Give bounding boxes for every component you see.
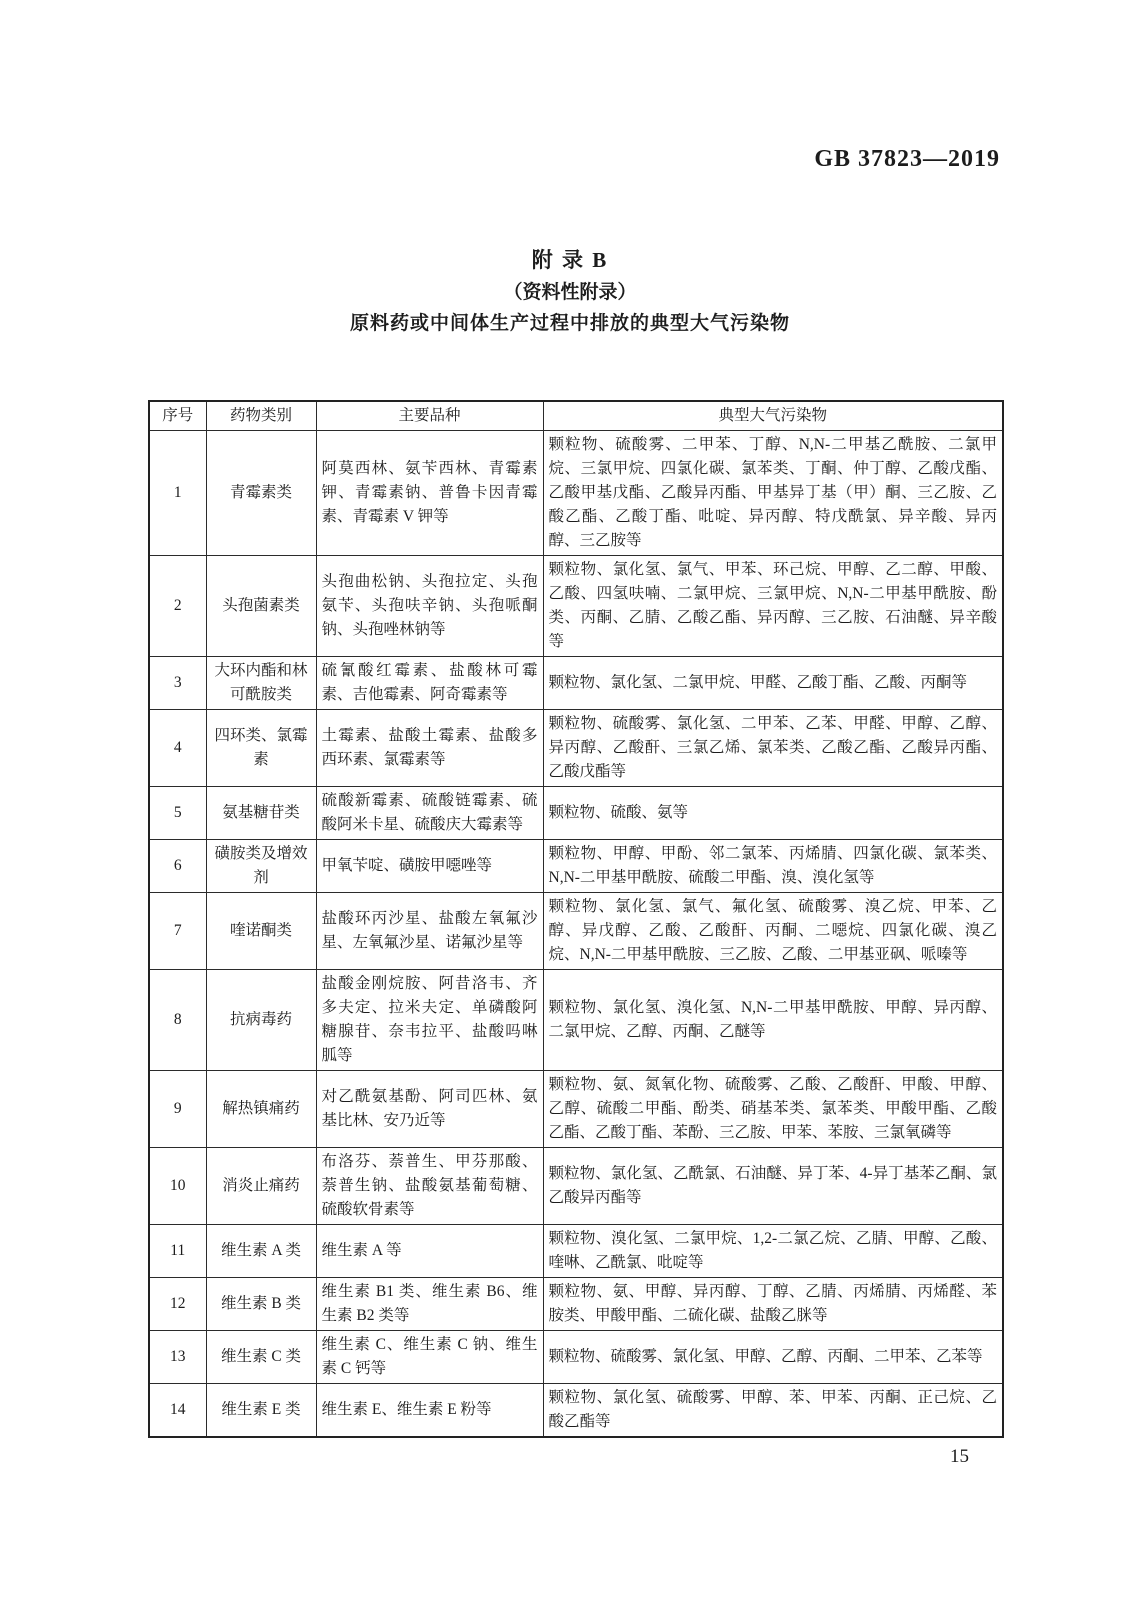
drug-category-cell: 喹诺酮类 (206, 893, 316, 970)
appendix-title: 附 录 B (531, 248, 609, 272)
serial-number-cell: 11 (149, 1225, 206, 1278)
main-varieties-cell: 甲氧苄啶、磺胺甲噁唑等 (316, 840, 543, 893)
serial-number-cell: 1 (149, 431, 206, 556)
pollutants-cell: 颗粒物、甲醇、甲酚、邻二氯苯、丙烯腈、四氯化碳、氯苯类、N,N-二甲基甲酰胺、硫酸二甲酯、溴、溴化氢等 (543, 840, 1003, 893)
pollutants-cell: 颗粒物、氯化氢、氯气、氟化氢、硫酸雾、溴乙烷、甲苯、乙醇、异戊醇、乙酸、乙酸酐、丙酮、二噁烷、四氯化碳、溴乙烷、N,N-二甲基甲酰胺、三乙胺、乙酸、二甲基亚砜、哌嗪等 (543, 893, 1003, 970)
pollutants-table (148, 400, 1004, 1438)
table-row (149, 556, 1003, 657)
pollutants-cell: 颗粒物、氯化氢、硫酸雾、甲醇、苯、甲苯、丙酮、正己烷、乙酸乙酯等 (543, 1384, 1003, 1438)
serial-number-cell: 3 (149, 657, 206, 710)
main-varieties-cell: 盐酸环丙沙星、盐酸左氧氟沙星、左氧氟沙星、诺氟沙星等 (316, 893, 543, 970)
table-row (149, 657, 1003, 710)
drug-category-cell: 青霉素类 (206, 431, 316, 556)
main-varieties-cell: 维生素 A 等 (316, 1225, 543, 1278)
table-row (149, 787, 1003, 840)
table-row (149, 1384, 1003, 1438)
appendix-subtitle: （资料性附录） (503, 282, 637, 303)
drug-category-cell: 解热镇痛药 (206, 1071, 316, 1148)
pollutants-cell: 颗粒物、硫酸雾、氯化氢、甲醇、乙醇、丙酮、二甲苯、乙苯等 (543, 1331, 1003, 1384)
drug-category-cell: 氨基糖苷类 (206, 787, 316, 840)
drug-category-cell: 消炎止痛药 (206, 1148, 316, 1225)
pollutants-cell: 颗粒物、氯化氢、乙酰氯、石油醚、异丁苯、4-异丁基苯乙酮、氯乙酸异丙酯等 (543, 1148, 1003, 1225)
pollutants-cell: 颗粒物、溴化氢、二氯甲烷、1,2-二氯乙烷、乙腈、甲醇、乙酸、喹啉、乙酰氯、吡啶等 (543, 1225, 1003, 1278)
table-row (149, 431, 1003, 556)
table-row (149, 1278, 1003, 1331)
table-row (149, 1225, 1003, 1278)
serial-number-cell: 2 (149, 556, 206, 657)
table-row (149, 1148, 1003, 1225)
drug-category-cell: 维生素 E 类 (206, 1384, 316, 1438)
serial-number-cell: 7 (149, 893, 206, 970)
table-row (149, 1071, 1003, 1148)
column-header-category: 药物类别 (206, 401, 316, 431)
standard-number: GB 37823—2019 (814, 146, 1000, 172)
column-header-serial: 序号 (149, 401, 206, 431)
serial-number-cell: 10 (149, 1148, 206, 1225)
serial-number-cell: 13 (149, 1331, 206, 1384)
main-varieties-cell: 盐酸金刚烷胺、阿昔洛韦、齐多夫定、拉米夫定、单磷酸阿糖腺苷、奈韦拉平、盐酸吗啉胍等 (316, 970, 543, 1071)
pollutants-cell: 颗粒物、氯化氢、溴化氢、N,N-二甲基甲酰胺、甲醇、异丙醇、二氯甲烷、乙醇、丙酮、乙醚等 (543, 970, 1003, 1071)
serial-number-cell: 14 (149, 1384, 206, 1438)
main-varieties-cell: 对乙酰氨基酚、阿司匹林、氨基比林、安乃近等 (316, 1071, 543, 1148)
serial-number-cell: 12 (149, 1278, 206, 1331)
serial-number-cell: 5 (149, 787, 206, 840)
table-row (149, 710, 1003, 787)
drug-category-cell: 头孢菌素类 (206, 556, 316, 657)
drug-category-cell: 维生素 C 类 (206, 1331, 316, 1384)
table-row (149, 840, 1003, 893)
pollutants-cell: 颗粒物、氨、甲醇、异丙醇、丁醇、乙腈、丙烯腈、丙烯醛、苯胺类、甲酸甲酯、二硫化碳、盐酸乙脒等 (543, 1278, 1003, 1331)
main-varieties-cell: 阿莫西林、氨苄西林、青霉素钾、青霉素钠、普鲁卡因青霉素、青霉素 V 钾等 (316, 431, 543, 556)
column-header-pollutants: 典型大气污染物 (543, 401, 1003, 431)
table-row (149, 1331, 1003, 1384)
drug-category-cell: 磺胺类及增效剂 (206, 840, 316, 893)
main-varieties-cell: 头孢曲松钠、头孢拉定、头孢氨苄、头孢呋辛钠、头孢哌酮钠、头孢唑林钠等 (316, 556, 543, 657)
main-varieties-cell: 维生素 B1 类、维生素 B6、维生素 B2 类等 (316, 1278, 543, 1331)
pollutants-cell: 颗粒物、硫酸雾、氯化氢、二甲苯、乙苯、甲醛、甲醇、乙醇、异丙醇、乙酸酐、三氯乙烯、氯苯类、乙酸乙酯、乙酸异丙酯、乙酸戊酯等 (543, 710, 1003, 787)
main-varieties-cell: 维生素 E、维生素 E 粉等 (316, 1384, 543, 1438)
pollutants-cell: 颗粒物、氯化氢、二氯甲烷、甲醛、乙酸丁酯、乙酸、丙酮等 (543, 657, 1003, 710)
drug-category-cell: 四环类、氯霉素 (206, 710, 316, 787)
page-number: 15 (950, 1446, 969, 1467)
table-header-row (149, 401, 1003, 431)
serial-number-cell: 4 (149, 710, 206, 787)
serial-number-cell: 8 (149, 970, 206, 1071)
main-varieties-cell: 硫氰酸红霉素、盐酸林可霉素、吉他霉素、阿奇霉素等 (316, 657, 543, 710)
table-row (149, 893, 1003, 970)
main-varieties-cell: 布洛芬、萘普生、甲芬那酸、萘普生钠、盐酸氨基葡萄糖、硫酸软骨素等 (316, 1148, 543, 1225)
drug-category-cell: 大环内酯和林可酰胺类 (206, 657, 316, 710)
table-row (149, 970, 1003, 1071)
drug-category-cell: 抗病毒药 (206, 970, 316, 1071)
pollutants-cell: 颗粒物、硫酸、氨等 (543, 787, 1003, 840)
pollutants-cell: 颗粒物、氯化氢、氯气、甲苯、环己烷、甲醇、乙二醇、甲酸、乙酸、四氢呋喃、二氯甲烷、三氯甲烷、N,N-二甲基甲酰胺、酚类、丙酮、乙腈、乙酸乙酯、异丙醇、三乙胺、石油醚、异辛酸等 (543, 556, 1003, 657)
main-varieties-cell: 硫酸新霉素、硫酸链霉素、硫酸阿米卡星、硫酸庆大霉素等 (316, 787, 543, 840)
serial-number-cell: 9 (149, 1071, 206, 1148)
drug-category-cell: 维生素 A 类 (206, 1225, 316, 1278)
main-varieties-cell: 维生素 C、维生素 C 钠、维生素 C 钙等 (316, 1331, 543, 1384)
serial-number-cell: 6 (149, 840, 206, 893)
pollutants-cell: 颗粒物、硫酸雾、二甲苯、丁醇、N,N-二甲基乙酰胺、二氯甲烷、三氯甲烷、四氯化碳、氯苯类、丁酮、仲丁醇、乙酸戊酯、乙酸甲基戊酯、乙酸异丙酯、甲基异丁基（甲）酮、三乙胺、乙酸乙酯、乙酸丁酯、吡啶、异丙醇、特戊酰氯、异辛酸、异丙醇、三乙胺等 (543, 431, 1003, 556)
pollutants-cell: 颗粒物、氨、氮氧化物、硫酸雾、乙酸、乙酸酐、甲酸、甲醇、乙醇、硫酸二甲酯、酚类、硝基苯类、氯苯类、甲酸甲酯、乙酸乙酯、乙酸丁酯、苯酚、三乙胺、甲苯、苯胺、三氯氧磷等 (543, 1071, 1003, 1148)
column-header-varieties: 主要品种 (316, 401, 543, 431)
main-varieties-cell: 土霉素、盐酸土霉素、盐酸多西环素、氯霉素等 (316, 710, 543, 787)
drug-category-cell: 维生素 B 类 (206, 1278, 316, 1331)
appendix-heading: 原料药或中间体生产过程中排放的典型大气污染物 (349, 313, 790, 334)
